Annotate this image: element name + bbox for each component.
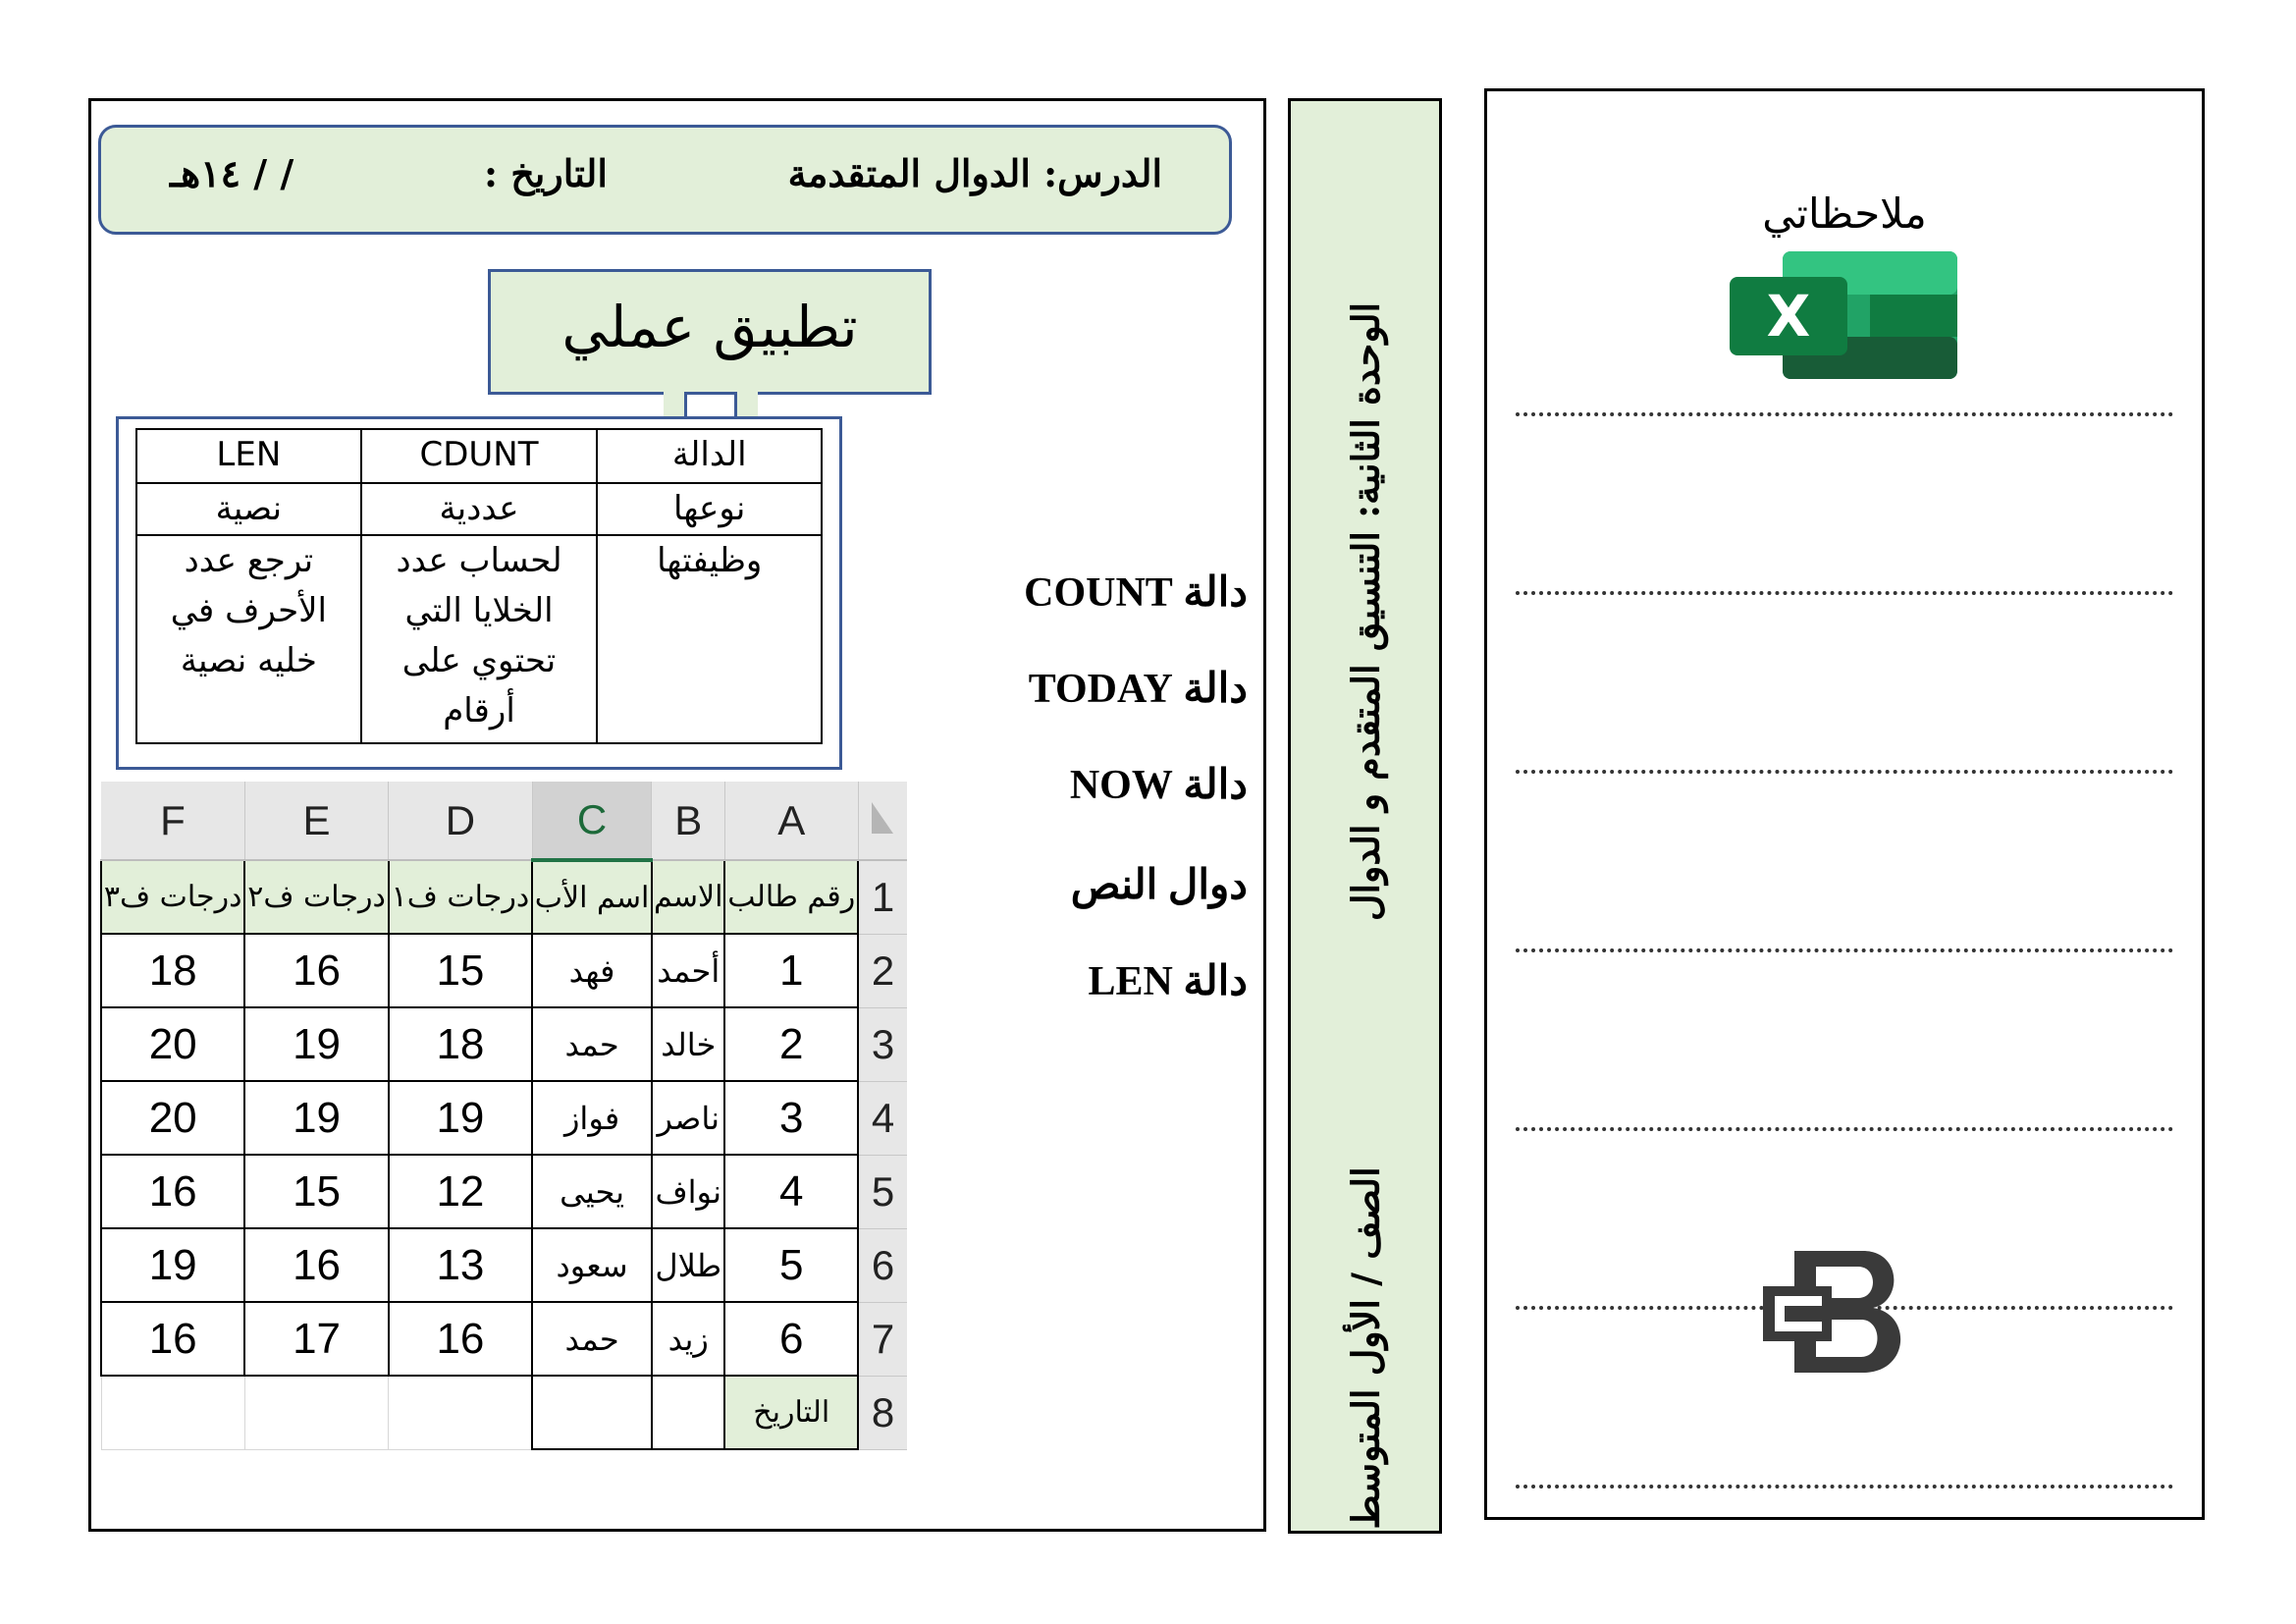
sheet-cell[interactable]: درجات ف٣ xyxy=(101,860,244,934)
grade-title: الصف / الأول المتوسط xyxy=(1343,1166,1387,1530)
sheet-cell[interactable]: درجات ف٢ xyxy=(244,860,388,934)
sheet-cell[interactable]: 18 xyxy=(389,1007,532,1081)
sheet-cell[interactable]: 5 xyxy=(724,1228,858,1302)
sheet-cell[interactable]: طلال xyxy=(652,1228,724,1302)
sheet-row xyxy=(101,934,907,1007)
function-table-cell: وظيفتها xyxy=(597,535,822,743)
excel-icon xyxy=(1730,251,1957,379)
row-header[interactable]: 6 xyxy=(858,1228,907,1302)
function-table-cell: لحساب عدد الخلايا التي تحتوي على أرقام xyxy=(361,535,598,743)
sheet-cell[interactable] xyxy=(389,1376,532,1449)
sheet-cell[interactable]: 15 xyxy=(389,934,532,1007)
spreadsheet-grid xyxy=(100,782,907,1450)
row-header[interactable]: 2 xyxy=(858,934,907,1007)
callout-pointer-left xyxy=(664,392,687,419)
sheet-cell[interactable]: 12 xyxy=(389,1155,532,1228)
sheet-cell[interactable]: 1 xyxy=(724,934,858,1007)
function-list-item: دالة COUNT xyxy=(1024,570,1248,616)
sheet-cell[interactable]: 3 xyxy=(724,1081,858,1155)
function-list-item: دالة NOW xyxy=(1069,763,1248,808)
sheet-cell[interactable]: 6 xyxy=(724,1302,858,1376)
sheet-cell[interactable]: 20 xyxy=(101,1081,244,1155)
sheet-row xyxy=(101,1155,907,1228)
sheet-cell[interactable] xyxy=(532,1376,652,1449)
function-table-cell: الدالة xyxy=(597,429,822,483)
sheet-cell[interactable]: الاسم xyxy=(652,860,724,934)
function-table-cell: LEN xyxy=(136,429,361,483)
sheet-row xyxy=(101,1007,907,1081)
sheet-cell[interactable]: ناصر xyxy=(652,1081,724,1155)
unit-side-band xyxy=(1288,98,1442,1534)
function-table-cell: ترجع عدد الأحرف في خليه نصية xyxy=(136,535,361,743)
row-header[interactable]: 8 xyxy=(858,1376,907,1449)
row-header[interactable]: 4 xyxy=(858,1081,907,1155)
select-all-triangle-icon xyxy=(868,798,897,838)
sheet-cell[interactable]: 17 xyxy=(244,1302,388,1376)
sheet-cell[interactable]: سعود xyxy=(532,1228,652,1302)
notes-line xyxy=(1516,948,2173,952)
sheet-cell[interactable]: فواز xyxy=(532,1081,652,1155)
column-header[interactable]: E xyxy=(244,782,388,860)
notes-line xyxy=(1516,770,2173,774)
sheet-cell[interactable]: 20 xyxy=(101,1007,244,1081)
notes-title: ملاحظاتي xyxy=(1762,189,1927,238)
sheet-cell[interactable]: يحيى xyxy=(532,1155,652,1228)
sheet-cell[interactable]: أحمد xyxy=(652,934,724,1007)
sheet-cell[interactable]: زيد xyxy=(652,1302,724,1376)
sheet-cell[interactable]: 19 xyxy=(244,1081,388,1155)
sheet-cell[interactable]: 16 xyxy=(244,934,388,1007)
sheet-cell[interactable]: 4 xyxy=(724,1155,858,1228)
sheet-cell[interactable]: رقم طالب xyxy=(724,860,858,934)
sheet-row xyxy=(101,1081,907,1155)
sheet-cell[interactable]: 16 xyxy=(101,1155,244,1228)
lesson-header xyxy=(98,125,1232,235)
function-list-item: دوال النص xyxy=(1070,863,1248,908)
row-header[interactable]: 5 xyxy=(858,1155,907,1228)
sheet-cell[interactable]: 19 xyxy=(101,1228,244,1302)
row-header[interactable]: 7 xyxy=(858,1302,907,1376)
sheet-cell[interactable] xyxy=(101,1376,244,1449)
notes-line xyxy=(1516,1127,2173,1131)
svg-text:X: X xyxy=(1766,283,1811,350)
notes-line xyxy=(1516,412,2173,416)
practice-callout xyxy=(488,269,932,395)
callout-pointer-right xyxy=(734,392,758,419)
date-label: التاريخ : xyxy=(484,151,608,195)
notes-line xyxy=(1516,591,2173,595)
column-header[interactable]: D xyxy=(389,782,532,860)
sheet-cell[interactable]: درجات ف١ xyxy=(389,860,532,934)
sheet-cell[interactable]: 2 xyxy=(724,1007,858,1081)
row-header[interactable]: 1 xyxy=(858,860,907,934)
row-header[interactable]: 3 xyxy=(858,1007,907,1081)
spreadsheet-screenshot xyxy=(100,782,907,1463)
sheet-cell[interactable]: حمد xyxy=(532,1302,652,1376)
function-table-cell: CDUNT xyxy=(361,429,598,483)
lesson-title: الدرس: الدوال المتقدمة xyxy=(787,151,1162,195)
function-table-cell: عددية xyxy=(361,483,598,536)
notes-line xyxy=(1516,1485,2173,1489)
sheet-cell[interactable]: 18 xyxy=(101,934,244,1007)
sheet-cell[interactable]: 15 xyxy=(244,1155,388,1228)
sheet-row xyxy=(101,1228,907,1302)
sheet-cell[interactable]: خالد xyxy=(652,1007,724,1081)
sheet-cell[interactable]: 19 xyxy=(389,1081,532,1155)
sheet-cell[interactable]: اسم الأب xyxy=(532,860,652,934)
date-value: / / ١٤هـ xyxy=(170,151,294,195)
function-table-cell: نوعها xyxy=(597,483,822,536)
sheet-cell[interactable]: 13 xyxy=(389,1228,532,1302)
sheet-cell[interactable]: 16 xyxy=(389,1302,532,1376)
function-table xyxy=(135,428,823,744)
sheet-cell[interactable]: 19 xyxy=(244,1007,388,1081)
select-all-corner[interactable] xyxy=(858,782,907,860)
sheet-cell[interactable]: نواف xyxy=(652,1155,724,1228)
column-header[interactable]: F xyxy=(101,782,244,860)
sheet-cell[interactable] xyxy=(244,1376,388,1449)
sheet-cell[interactable]: 16 xyxy=(101,1302,244,1376)
sheet-cell[interactable]: التاريخ xyxy=(724,1376,858,1449)
sheet-row xyxy=(101,1376,907,1449)
column-header[interactable]: B xyxy=(652,782,724,860)
practice-title: تطبيق عملي xyxy=(561,294,858,360)
unit-title: الوحدة الثانية: التنسيق المتقدم و الدوال xyxy=(1343,301,1387,922)
column-header-selected[interactable]: C xyxy=(532,782,652,860)
function-table-cell: نصية xyxy=(136,483,361,536)
eb-brand-logo xyxy=(1755,1247,1922,1384)
sheet-cell[interactable]: حمد xyxy=(532,1007,652,1081)
sheet-row xyxy=(101,860,907,934)
sheet-cell[interactable] xyxy=(652,1376,724,1449)
sheet-cell[interactable]: 16 xyxy=(244,1228,388,1302)
sheet-cell[interactable]: فهد xyxy=(532,934,652,1007)
function-list-item: دالة TODAY xyxy=(1028,667,1248,712)
column-header[interactable]: A xyxy=(724,782,858,860)
sheet-row xyxy=(101,1302,907,1376)
function-list-item: دالة LEN xyxy=(1088,959,1248,1004)
